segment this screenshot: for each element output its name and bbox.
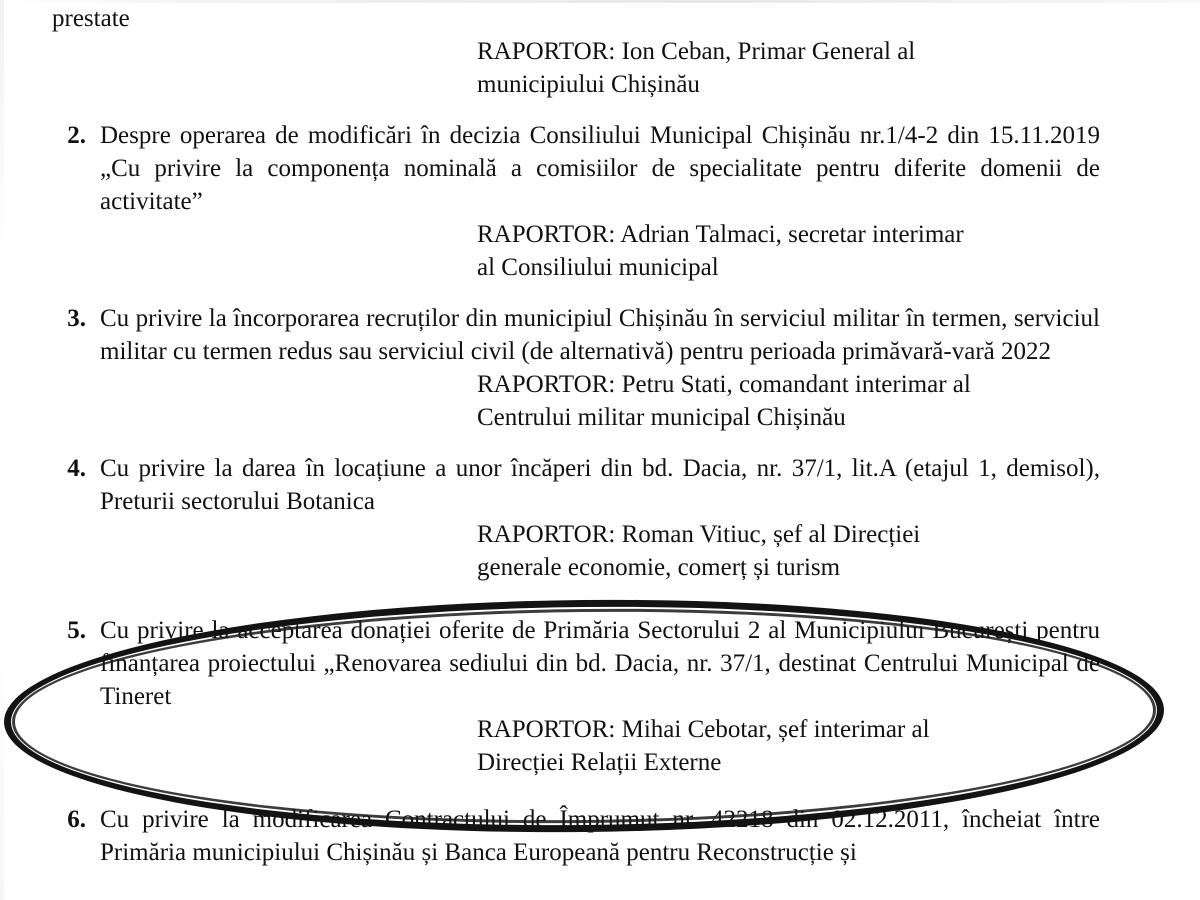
rapporteur-block xyxy=(477,218,1100,284)
agenda-item-highlighted xyxy=(52,614,1100,779)
agenda-item-text: Cu privire la acceptarea donației oferite de Primăria Sectorului 2 al Municipiului București pentru finanțarea proiectului „Renovarea sediului din bd. Dacia, nr. 37/1, destinat Centrului Municipal de Tineret xyxy=(100,617,1100,710)
agenda-item-body xyxy=(100,119,1100,218)
rapporteur-line: RAPORTOR: Mihai Cebotar, șef interimar al xyxy=(477,716,930,743)
rapporteur-line: generale economie, comerț și turism xyxy=(477,554,841,581)
agenda-item xyxy=(52,302,1100,434)
rapporteur-line: municipiului Chișinău xyxy=(477,71,700,98)
rapporteur-line: RAPORTOR: Petru Stati, comandant interimar al xyxy=(477,371,971,398)
agenda-item-number: 6. xyxy=(67,806,86,833)
agenda-item-text: Cu privire la darea în locațiune a unor încăperi din bd. Dacia, nr. 37/1, lit.A (etajul 1, demisol), Preturii sectorului Botanica xyxy=(100,455,1100,515)
agenda-item-number: 2. xyxy=(67,122,86,149)
rapporteur-line: Direcției Relații Externe xyxy=(477,749,722,776)
rapporteur-block xyxy=(477,368,1100,434)
agenda-item xyxy=(52,803,1100,869)
rapporteur-line: RAPORTOR: Roman Vitiuc, șef al Direcției xyxy=(477,521,921,548)
rapporteur-line: RAPORTOR: Ion Ceban, Primar General al xyxy=(477,38,916,65)
agenda-item-number: 3. xyxy=(67,305,86,332)
agenda-item-body xyxy=(100,452,1100,518)
scan-edge-top xyxy=(0,0,1200,3)
agenda-item-text: Despre operarea de modificări în decizia Consiliului Municipal Chișinău nr.1/4-2 din 15.11.2019 „Cu privire la componența nominală a comisiilor de specialitate pentru diferite domenii de activitate” xyxy=(100,122,1100,215)
rapporteur-block-item1 xyxy=(477,35,1100,101)
agenda-item-number: 4. xyxy=(67,455,86,482)
agenda-item xyxy=(52,119,1100,284)
agenda-item-body xyxy=(100,614,1100,713)
agenda-item-body xyxy=(100,302,1100,368)
scan-edge-left xyxy=(0,0,4,900)
agenda-item-text: Cu privire la modificarea Contractului de Împrumut nr. 42218 din 02.12.2011, încheiat între Primăria municipiului Chișinău și Banca Europeană pentru Reconstrucție și xyxy=(100,806,1100,866)
continuation-line: prestate xyxy=(52,5,130,32)
rapporteur-block xyxy=(477,518,1100,584)
rapporteur-line: al Consiliului municipal xyxy=(477,254,719,281)
agenda-item xyxy=(52,452,1100,584)
agenda-item-body xyxy=(100,803,1100,869)
rapporteur-line: RAPORTOR: Adrian Talmaci, secretar interimar xyxy=(477,221,964,248)
agenda-item-number: 5. xyxy=(67,617,86,644)
agenda-item-text: Cu privire la încorporarea recruților din municipiul Chișinău în serviciul militar în termen, serviciul militar cu termen redus sau serviciul civil (de alternativă) pentru perioada primăvară-vară 2022 xyxy=(100,305,1100,365)
rapporteur-block xyxy=(477,713,1100,779)
rapporteur-line: Centrului militar municipal Chișinău xyxy=(477,404,846,431)
